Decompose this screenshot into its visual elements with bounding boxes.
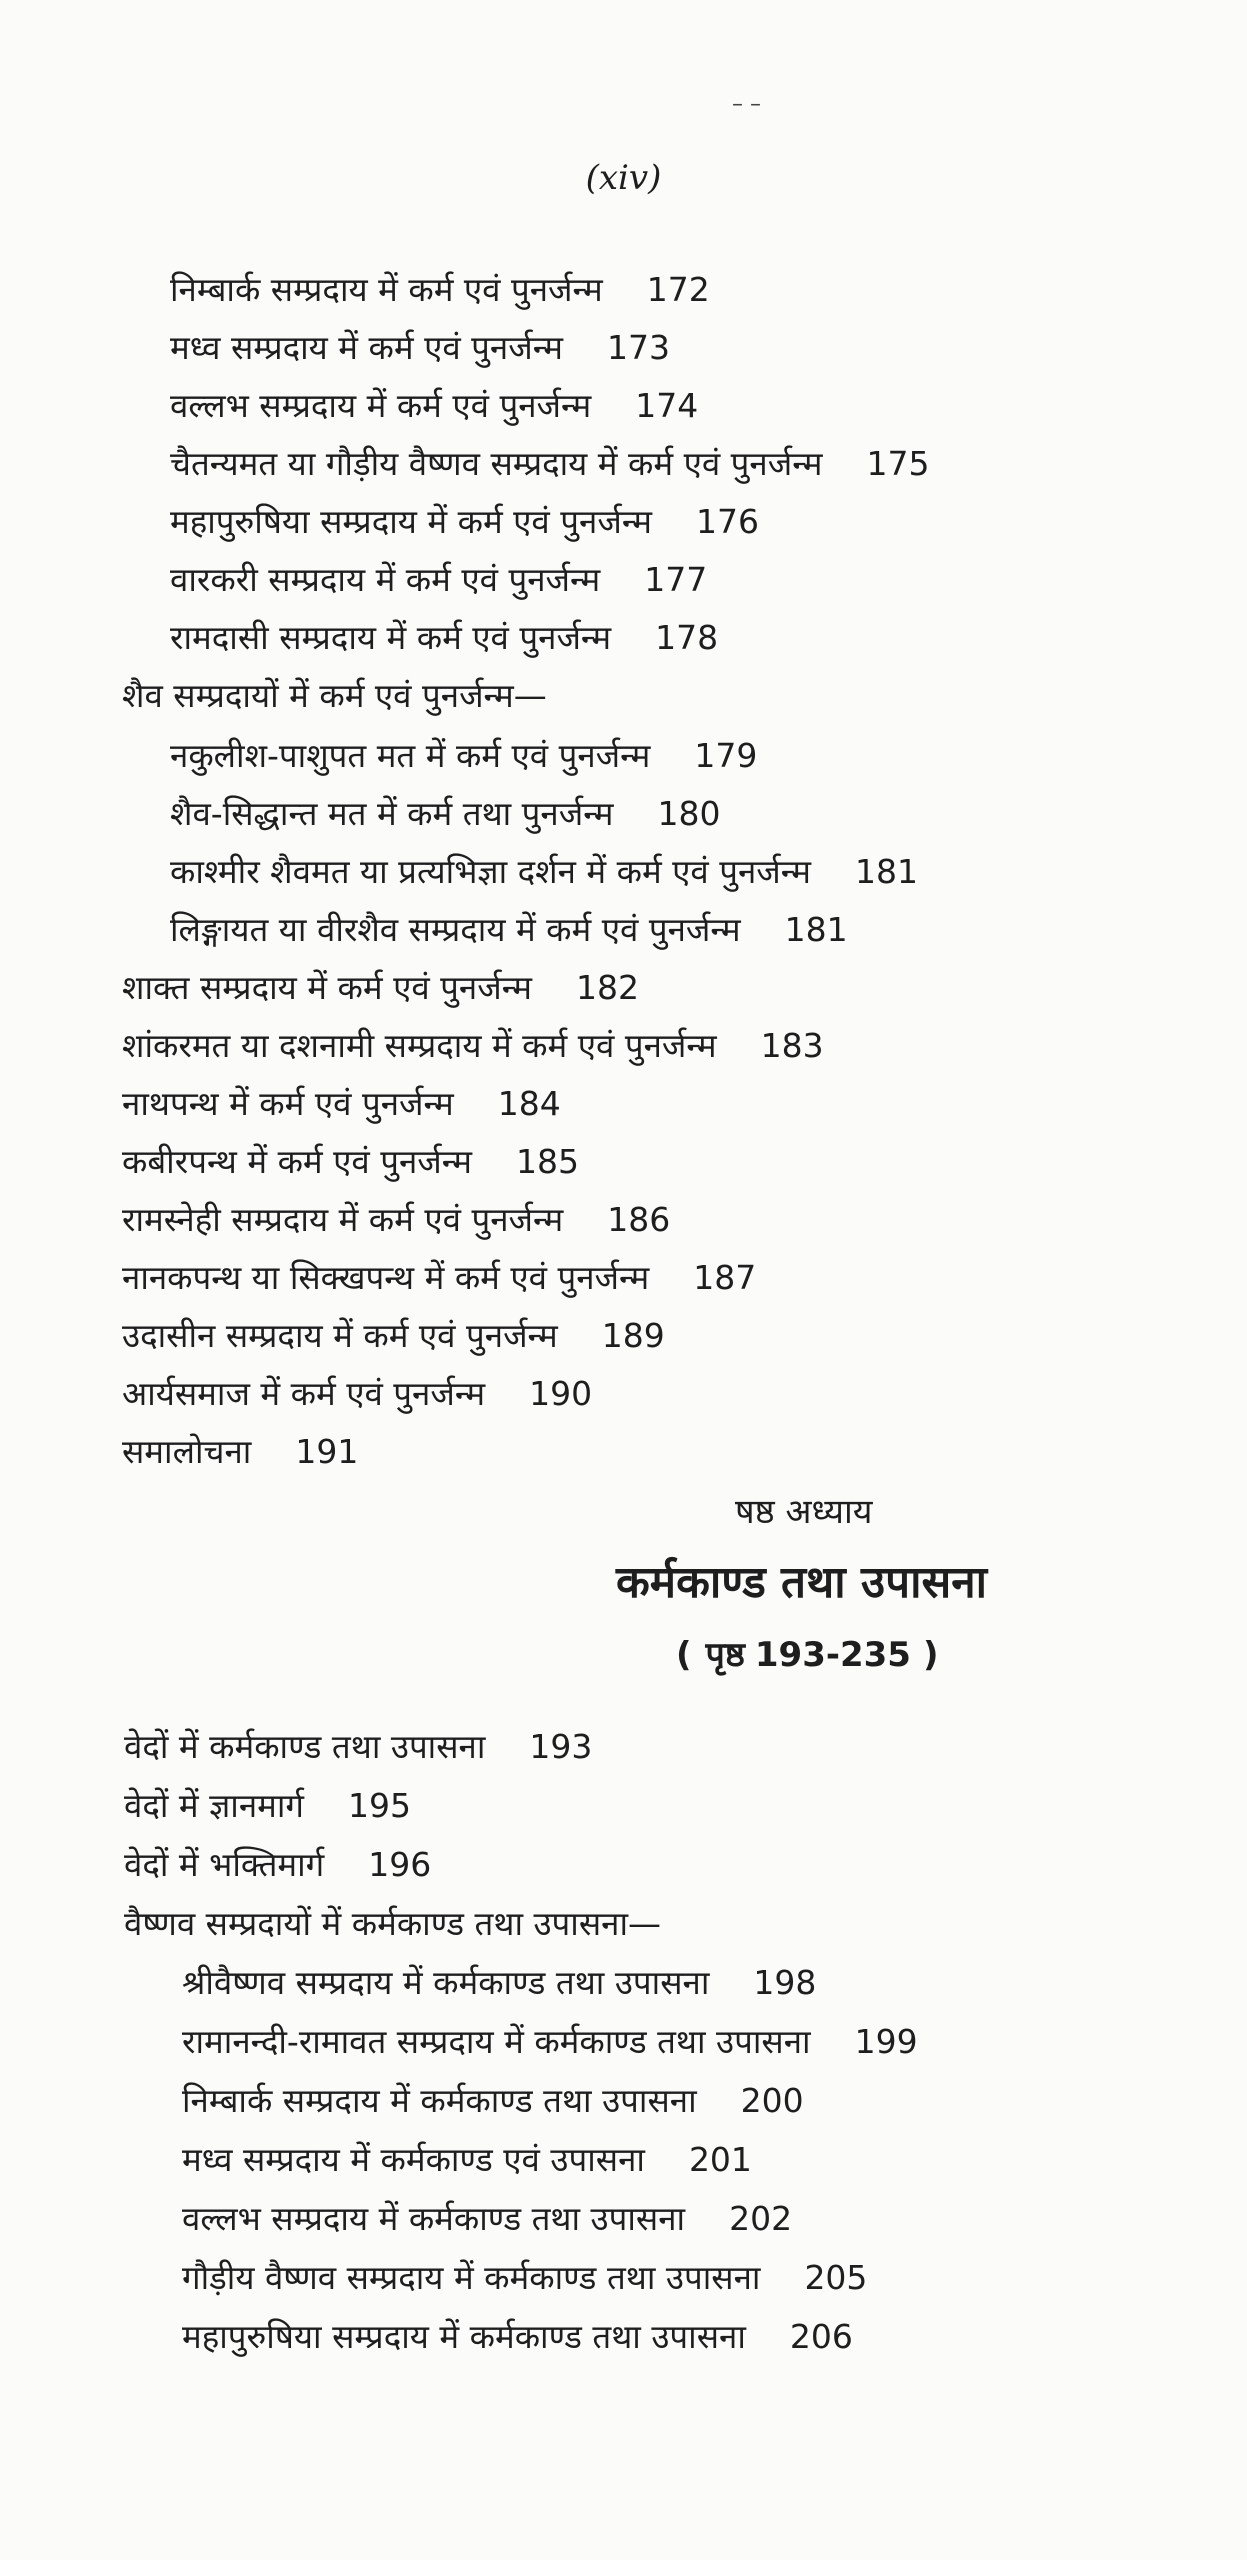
toc-entry (170, 618, 718, 658)
header-dash: – – (732, 92, 761, 117)
entry-text: नकुलीश-पाशुपत मत में कर्म एवं पुनर्जन्म (170, 736, 651, 775)
toc-entry (170, 502, 759, 542)
entry-page: 200 (740, 2081, 804, 2120)
page-number: (xiv) (585, 158, 662, 198)
entry-text: गौड़ीय वैष्णव सम्प्रदाय में कर्मकाण्ड तथा उपासना (182, 2258, 761, 2297)
entry-text: वल्लभ सम्प्रदाय में कर्म एवं पुनर्जन्म (170, 386, 592, 425)
entry-text: शाक्त सम्प्रदाय में कर्म एवं पुनर्जन्म (122, 968, 532, 1007)
toc-entry (124, 1845, 431, 1885)
entry-text: चैतन्यमत या गौड़ीय वैष्णव सम्प्रदाय में कर्म एवं पुनर्जन्म (170, 444, 823, 483)
entry-page: 198 (753, 1963, 817, 2002)
entry-page: 186 (607, 1200, 671, 1239)
toc-entry (122, 1432, 358, 1472)
toc-entry (170, 560, 707, 600)
entry-page: 199 (854, 2022, 918, 2061)
entry-text: मध्व सम्प्रदाय में कर्मकाण्ड एवं उपासना (182, 2140, 645, 2179)
entry-text: महापुरुषिया सम्प्रदाय में कर्मकाण्ड तथा उपासना (182, 2317, 746, 2356)
entry-text: वल्लभ सम्प्रदाय में कर्मकाण्ड तथा उपासना (182, 2199, 686, 2238)
entry-text: निम्बार्क सम्प्रदाय में कर्मकाण्ड तथा उपासना (182, 2081, 697, 2120)
toc-entry (182, 2022, 918, 2062)
entry-page: 191 (295, 1432, 359, 1471)
entry-text: वेदों में ज्ञानमार्ग (124, 1786, 305, 1825)
entry-page: 177 (644, 560, 708, 599)
entry-text: उदासीन सम्प्रदाय में कर्म एवं पुनर्जन्म (122, 1316, 558, 1355)
toc-entry (122, 1258, 756, 1298)
entry-text: रामानन्दी-रामावत सम्प्रदाय में कर्मकाण्ड तथा उपासना (182, 2022, 811, 2061)
entry-page: 201 (688, 2140, 752, 2179)
entry-page: 172 (646, 270, 710, 309)
page-range-word: पृष्ठ (705, 1635, 745, 1675)
entry-page: 184 (497, 1084, 561, 1123)
entry-text: वैष्णव सम्प्रदायों में कर्मकाण्ड तथा उपासना— (124, 1904, 662, 1943)
entry-page: 175 (866, 444, 930, 483)
entry-page: 179 (694, 736, 758, 775)
entry-text: श्रीवैष्णव सम्प्रदाय में कर्मकाण्ड तथा उपासना (182, 1963, 710, 2002)
entry-page: 178 (655, 618, 719, 657)
entry-page: 181 (855, 852, 919, 891)
toc-entry (124, 1727, 592, 1767)
toc-entry (182, 2258, 867, 2298)
entry-page: 206 (789, 2317, 853, 2356)
page-range-value: 193-235 (754, 1635, 911, 1675)
toc-entry (170, 328, 670, 368)
entry-text: समालोचना (122, 1432, 252, 1471)
toc-entry (170, 852, 918, 892)
toc-entry (122, 1200, 670, 1240)
entry-text: काश्मीर शैवमत या प्रत्यभिज्ञा दर्शन में कर्म एवं पुनर्जन्म (170, 852, 812, 891)
toc-entry (170, 270, 710, 310)
entry-page: 180 (657, 794, 721, 833)
toc-entry (182, 2317, 853, 2357)
entry-text: कबीरपन्थ में कर्म एवं पुनर्जन्म (122, 1142, 473, 1181)
toc-entry (182, 2199, 792, 2239)
page-range-open: ( (676, 1635, 692, 1675)
toc-entry (122, 1374, 592, 1414)
entry-text: वेदों में भक्तिमार्ग (124, 1845, 325, 1884)
entry-page: 174 (635, 386, 699, 425)
entry-text: रामस्नेही सम्प्रदाय में कर्म एवं पुनर्जन्म (122, 1200, 564, 1239)
entry-page: 193 (529, 1727, 593, 1766)
entry-page: 205 (804, 2258, 868, 2297)
toc-entry (182, 2140, 752, 2180)
entry-text: वारकरी सम्प्रदाय में कर्म एवं पुनर्जन्म (170, 560, 601, 599)
entry-page: 182 (575, 968, 639, 1007)
entry-page: 183 (760, 1026, 824, 1065)
entry-text: रामदासी सम्प्रदाय में कर्म एवं पुनर्जन्म (170, 618, 612, 657)
entry-page: 202 (729, 2199, 793, 2238)
toc-entry (122, 1142, 579, 1182)
chapter-title: कर्मकाण्ड तथा उपासना (616, 1557, 988, 1608)
entry-page: 176 (696, 502, 760, 541)
entry-page: 173 (606, 328, 670, 367)
toc-entry (170, 794, 720, 834)
entry-page: 185 (516, 1142, 580, 1181)
entry-page: 181 (784, 910, 848, 949)
entry-text: शैव-सिद्धान्त मत में कर्म तथा पुनर्जन्म (170, 794, 614, 833)
entry-text: मध्व सम्प्रदाय में कर्म एवं पुनर्जन्म (170, 328, 563, 367)
toc-entry (122, 1084, 561, 1124)
entry-page: 196 (368, 1845, 432, 1884)
page-range-close: ) (922, 1635, 939, 1675)
entry-text: वेदों में कर्मकाण्ड तथा उपासना (124, 1727, 486, 1766)
entry-text: लिङ्गायत या वीरशैव सम्प्रदाय में कर्म एवं पुनर्जन्म (170, 910, 741, 949)
toc-entry (182, 2081, 804, 2121)
toc-entry (182, 1963, 816, 2003)
toc-entry (170, 736, 757, 776)
toc-entry (122, 968, 639, 1008)
entry-text: आर्यसमाज में कर्म एवं पुनर्जन्म (122, 1374, 486, 1413)
toc-entry (124, 1786, 411, 1826)
entry-page: 190 (529, 1374, 593, 1413)
entry-page: 187 (693, 1258, 757, 1297)
toc-section-heading (124, 1904, 661, 1944)
toc-entry (170, 386, 698, 426)
entry-text: महापुरुषिया सम्प्रदाय में कर्म एवं पुनर्जन्म (170, 502, 653, 541)
entry-text: नाथपन्थ में कर्म एवं पुनर्जन्म (122, 1084, 454, 1123)
toc-entry (170, 444, 929, 484)
toc-entry (122, 1026, 824, 1066)
entry-text: शैव सम्प्रदायों में कर्म एवं पुनर्जन्म— (122, 676, 547, 715)
entry-page: 189 (601, 1316, 665, 1355)
entry-text: शांकरमत या दशनामी सम्प्रदाय में कर्म एवं पुनर्जन्म (122, 1026, 717, 1065)
toc-entry (170, 910, 848, 950)
toc-section-heading (122, 676, 547, 716)
chapter-page-range (676, 1633, 939, 1677)
chapter-label: षष्ठ अध्याय (735, 1492, 873, 1532)
entry-page: 195 (348, 1786, 412, 1825)
entry-text: नानकपन्थ या सिक्खपन्थ में कर्म एवं पुनर्जन्म (122, 1258, 650, 1297)
toc-entry (122, 1316, 665, 1356)
entry-text: निम्बार्क सम्प्रदाय में कर्म एवं पुनर्जन्म (170, 270, 603, 309)
